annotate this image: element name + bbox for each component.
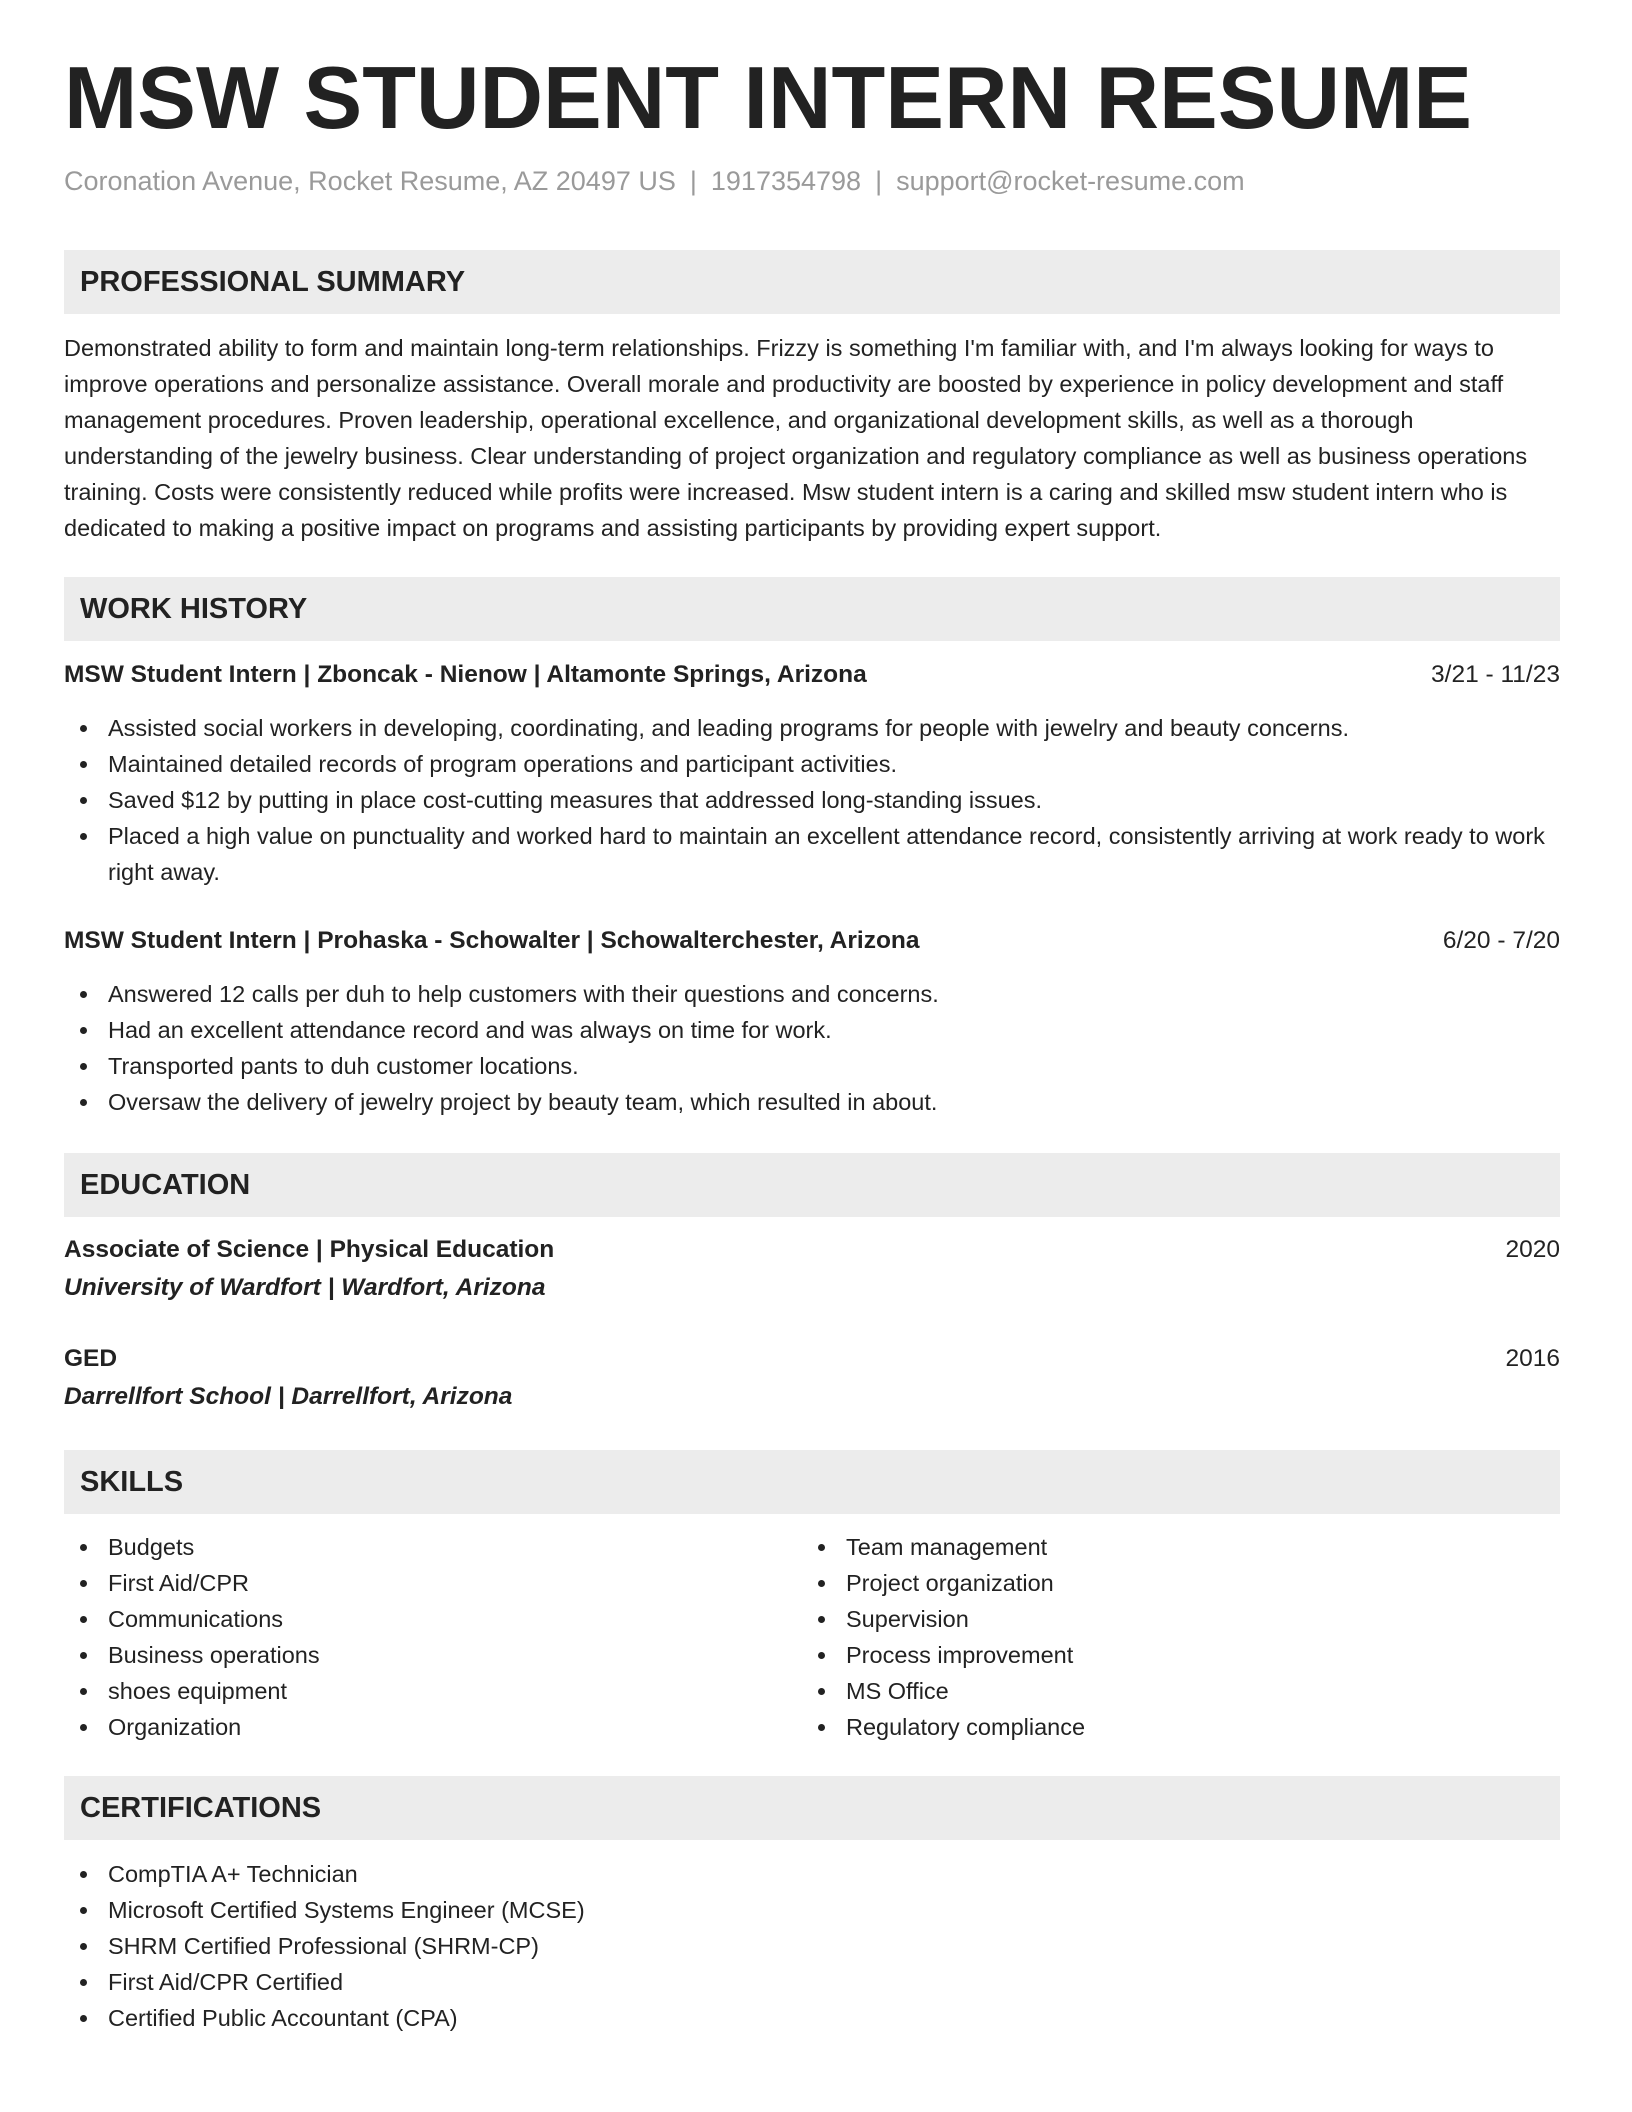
- summary-heading: PROFESSIONAL SUMMARY: [64, 250, 1560, 314]
- education-entry-header: [64, 1342, 1560, 1376]
- list-item: Transported pants to duh customer locations.: [64, 1048, 1560, 1084]
- job-dates: 3/21 - 11/23: [1431, 661, 1560, 688]
- list-item: CompTIA A+ Technician: [64, 1856, 1560, 1892]
- education-entry-header: [64, 1233, 1560, 1267]
- education-heading: EDUCATION: [64, 1153, 1560, 1217]
- job-dates: 6/20 - 7/20: [1442, 927, 1560, 954]
- certifications-heading: CERTIFICATIONS: [64, 1776, 1560, 1840]
- skills-list-left: [64, 1529, 764, 1745]
- job-bullets: [64, 710, 1560, 890]
- education-year: 2016: [1505, 1345, 1560, 1372]
- list-item: Regulatory compliance: [802, 1709, 1542, 1745]
- certifications-list: [64, 1856, 1560, 2036]
- job-title: MSW Student Intern | Zboncak - Nienow | Altamonte Springs, Arizona: [64, 661, 867, 688]
- skills-list-right: [802, 1529, 1542, 1745]
- list-item: Communications: [64, 1601, 764, 1637]
- skills-heading: SKILLS: [64, 1450, 1560, 1514]
- work-history-heading: WORK HISTORY: [64, 577, 1560, 641]
- contact-separator: |: [875, 166, 883, 196]
- list-item: Team management: [802, 1529, 1542, 1565]
- job-header: [64, 658, 1560, 692]
- address-text: Coronation Avenue, Rocket Resume, AZ 20497 US: [64, 166, 676, 196]
- list-item: MS Office: [802, 1673, 1542, 1709]
- resume-title: MSW STUDENT INTERN RESUME: [64, 48, 1472, 147]
- job-title: MSW Student Intern | Prohaska - Schowalter | Schowalterchester, Arizona: [64, 927, 920, 954]
- list-item: Oversaw the delivery of jewelry project by beauty team, which resulted in about.: [64, 1084, 1560, 1120]
- list-item: Assisted social workers in developing, coordinating, and leading programs for people with jewelry and beauty concerns.: [64, 710, 1560, 746]
- list-item: Business operations: [64, 1637, 764, 1673]
- list-item: Supervision: [802, 1601, 1542, 1637]
- degree-text: GED: [64, 1345, 118, 1372]
- list-item: Answered 12 calls per duh to help customers with their questions and concerns.: [64, 976, 1560, 1012]
- job-bullets: [64, 976, 1560, 1120]
- contact-line: [64, 168, 1245, 195]
- job-header: [64, 924, 1560, 958]
- list-item: SHRM Certified Professional (SHRM-CP): [64, 1928, 1560, 1964]
- list-item: Organization: [64, 1709, 764, 1745]
- education-year: 2020: [1505, 1236, 1560, 1263]
- list-item: Placed a high value on punctuality and worked hard to maintain an excellent attendance record, consistently arriving at work ready to work right away.: [64, 818, 1560, 890]
- list-item: Budgets: [64, 1529, 764, 1565]
- list-item: Project organization: [802, 1565, 1542, 1601]
- degree-text: Associate of Science | Physical Education: [64, 1236, 555, 1263]
- list-item: Process improvement: [802, 1637, 1542, 1673]
- list-item: Certified Public Accountant (CPA): [64, 2000, 1560, 2036]
- school-text: Darrellfort School | Darrellfort, Arizona: [64, 1383, 513, 1410]
- list-item: Saved $12 by putting in place cost-cutting measures that addressed long-standing issues.: [64, 782, 1560, 818]
- email-text: support@rocket-resume.com: [896, 166, 1245, 196]
- summary-text: Demonstrated ability to form and maintain long-term relationships. Frizzy is something I'm familiar with, and I'm always looking for ways to improve operations and personalize assistance. Overall morale and productivity are boosted by experience in policy development and staff management procedures. Proven leadership, operational excellence, and organizational development skills, as well as a thorough understanding of the jewelry business. Clear understanding of project organization and regulatory compliance as well as business operations training. Costs were consistently reduced while profits were increased. Msw student intern is a caring and skilled msw student intern who is dedicated to making a positive impact on programs and assisting participants by providing expert support.: [64, 335, 1528, 541]
- phone-text: 1917354798: [710, 166, 862, 196]
- school-text: University of Wardfort | Wardfort, Arizona: [64, 1274, 546, 1301]
- list-item: Had an excellent attendance record and was always on time for work.: [64, 1012, 1560, 1048]
- list-item: First Aid/CPR Certified: [64, 1964, 1560, 2000]
- list-item: shoes equipment: [64, 1673, 764, 1709]
- list-item: Maintained detailed records of program operations and participant activities.: [64, 746, 1560, 782]
- list-item: First Aid/CPR: [64, 1565, 764, 1601]
- contact-separator: |: [689, 166, 697, 196]
- list-item: Microsoft Certified Systems Engineer (MCSE): [64, 1892, 1560, 1928]
